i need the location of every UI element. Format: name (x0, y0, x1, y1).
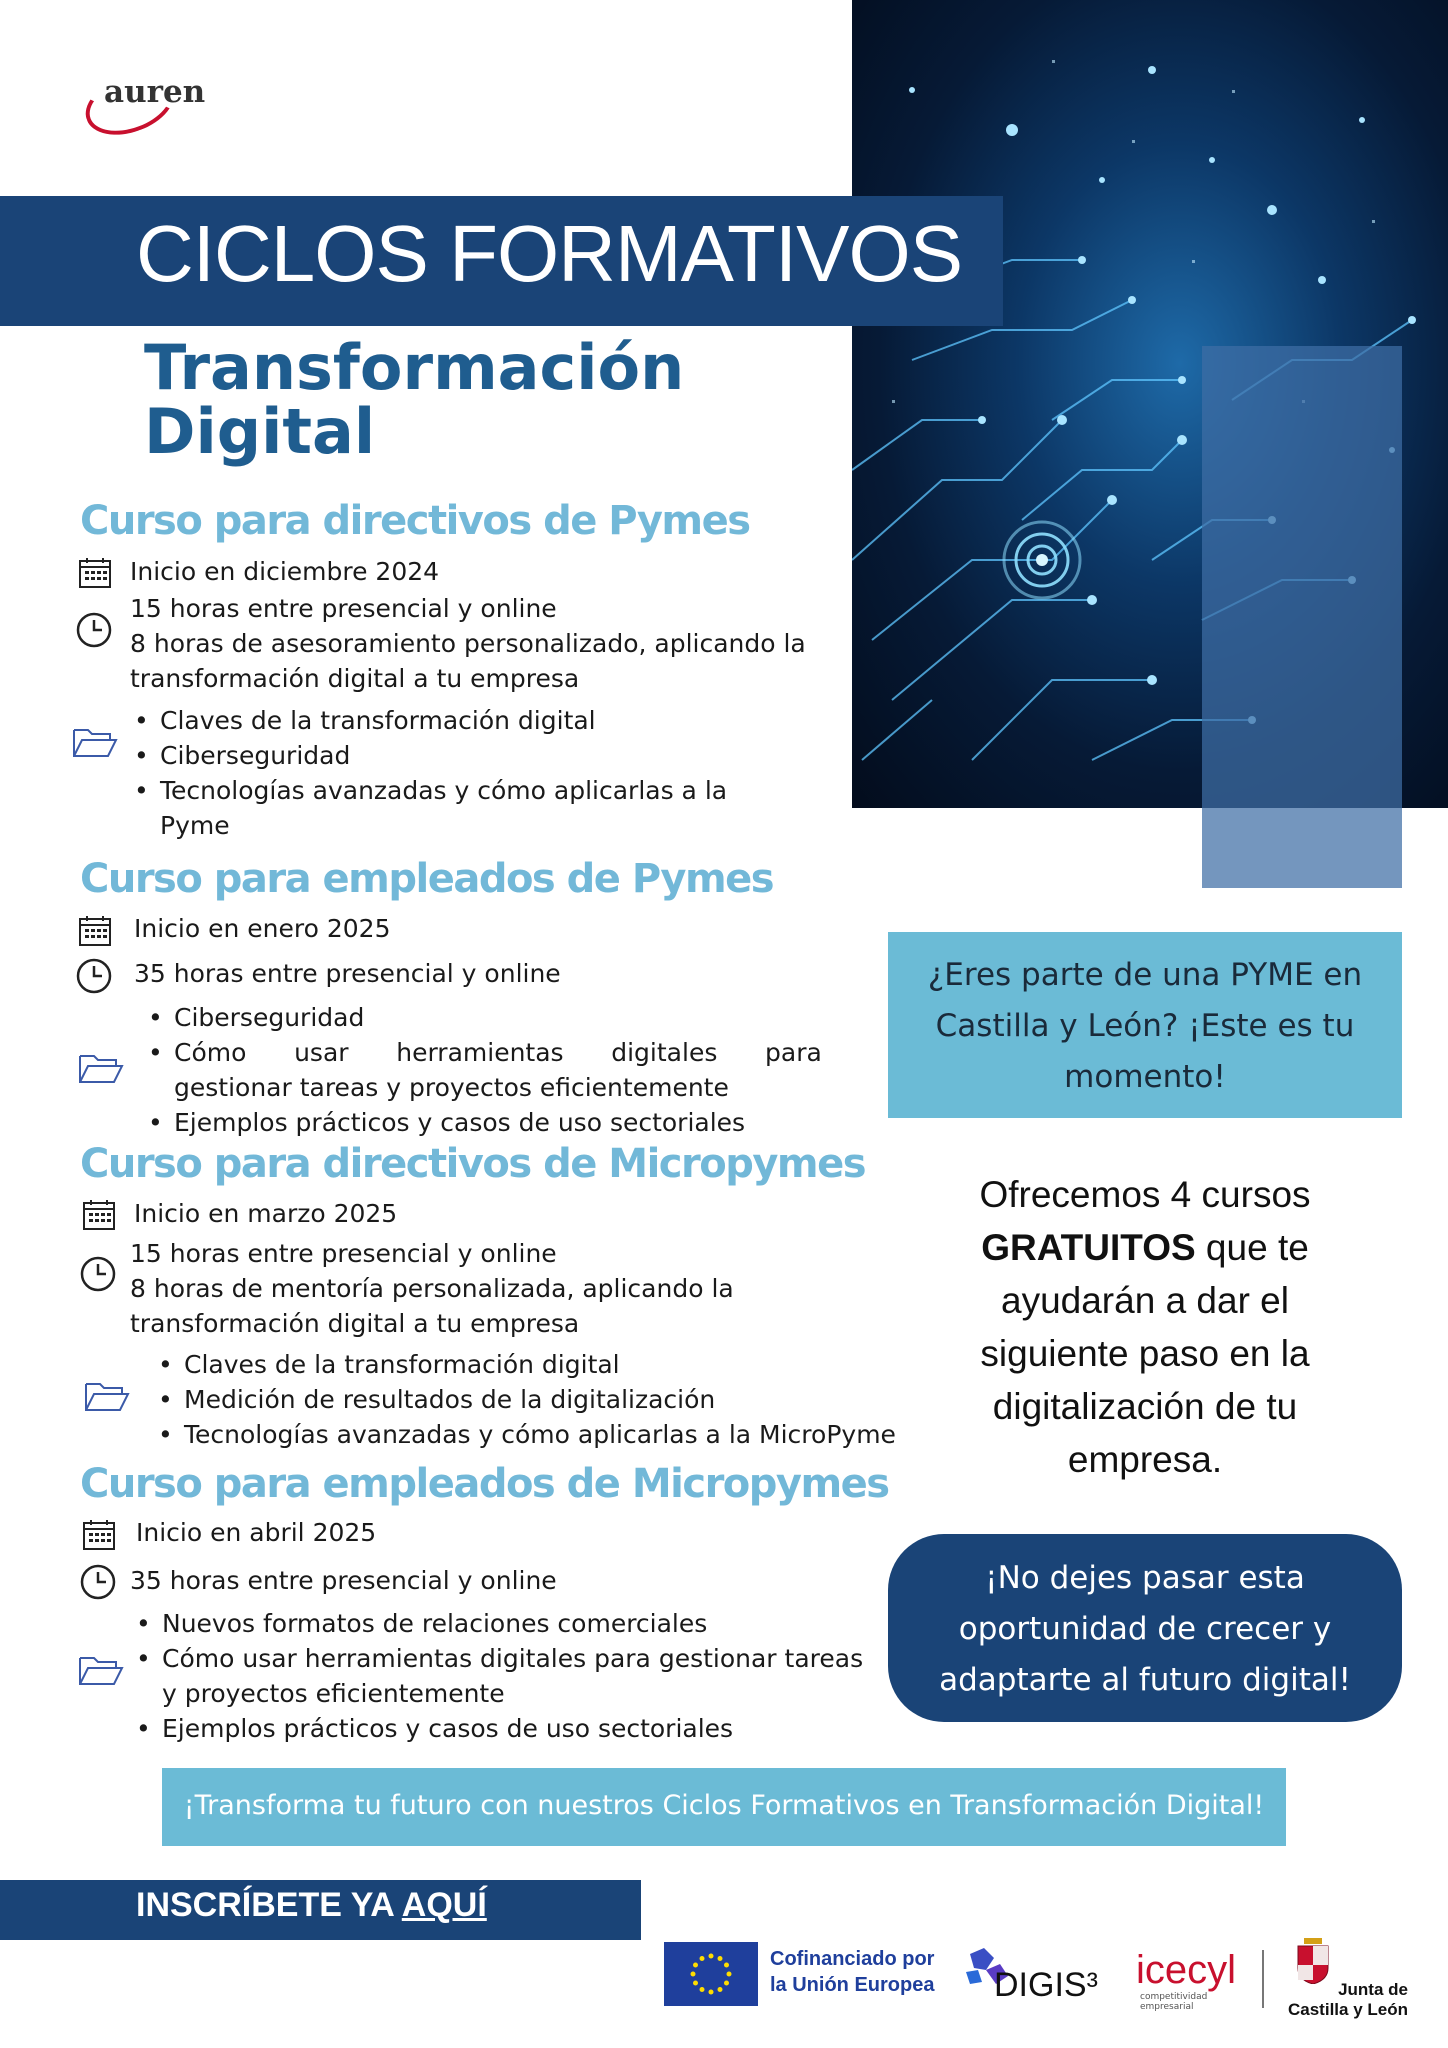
eu-flag-icon (664, 1942, 758, 2006)
calendar-icon (82, 1518, 116, 1552)
calendar-icon (78, 914, 112, 948)
page-subtitle (144, 331, 685, 468)
course-3-hours-3: transformación digital a tu empresa (130, 1309, 580, 1338)
eu-line: Cofinanciado por (770, 1948, 935, 1970)
offer-text (888, 1168, 1402, 1486)
offer-line: empresa. (1067, 1439, 1223, 1480)
junta-castilla-leon-text (1288, 1980, 1408, 2020)
course-2-topic-cont: gestionar tareas y proyectos eficientemente (174, 1073, 729, 1102)
jcl-line: Junta de (1338, 1980, 1408, 1999)
course-3-title: Curso para directivos de Micropymes (80, 1141, 866, 1187)
course-1-topic: • Tecnologías avanzadas y cómo aplicarlas a la (160, 776, 727, 805)
icecyl-logo-text: icecyl (1136, 1948, 1237, 1992)
course-4-topic: • Cómo usar herramientas digitales para gestionar tareas (162, 1644, 863, 1673)
digis-logo-text: DIGIS³ (994, 1966, 1098, 2004)
course-4-hours: 35 horas entre presencial y online (130, 1566, 557, 1595)
subtitle-line-1: Transformación (144, 331, 685, 404)
clock-icon (80, 1564, 116, 1600)
icecyl-subtitle (1140, 1992, 1207, 2012)
offer-line-bold (888, 1221, 1402, 1274)
eu-cofunded-text (770, 1946, 934, 1998)
course-1-hours-2: 8 horas de asesoramiento personalizado, aplicando la (130, 629, 806, 658)
course-1-hours-3: transformación digital a tu empresa (130, 664, 580, 693)
eu-line: la Unión Europea (770, 1974, 935, 1996)
page-title: CICLOS FORMATIVOS (136, 209, 963, 298)
folder-icon (84, 1378, 130, 1414)
auren-logo (84, 70, 224, 130)
course-4-start: Inicio en abril 2025 (136, 1518, 377, 1547)
course-2-title: Curso para empleados de Pymes (80, 856, 774, 902)
bottom-banner-text: ¡Transforma tu futuro con nuestros Ciclos Formativos en Transformación Digital! (183, 1790, 1265, 1821)
course-1-topic-cont: Pyme (160, 811, 230, 840)
offer-line: digitalización de tu (992, 1386, 1298, 1427)
cta-text (888, 1553, 1402, 1706)
course-2-start: Inicio en enero 2025 (134, 914, 391, 943)
icecyl-sub-line: competitividad (1140, 1992, 1208, 2002)
course-3-start: Inicio en marzo 2025 (134, 1199, 398, 1228)
subtitle-line-2: Digital (144, 395, 376, 468)
enroll-text (136, 1886, 487, 1925)
cta-line: ¡No dejes pasar esta (985, 1560, 1305, 1596)
hero-overlay-box (1202, 346, 1402, 888)
enroll-label: INSCRÍBETE YA (136, 1886, 402, 1924)
course-2-topic: • Cómo usar herramientas digitales para (174, 1038, 822, 1067)
footer-divider (1262, 1950, 1264, 2008)
offer-free-label: GRATUITOS (981, 1227, 1196, 1268)
folder-icon (72, 724, 118, 760)
course-4-topic-cont: y proyectos eficientemente (162, 1679, 505, 1708)
logo-text: auren (104, 74, 206, 110)
course-4-topic: • Nuevos formatos de relaciones comerciales (162, 1609, 707, 1638)
icecyl-sub-line: empresarial (1140, 2002, 1194, 2012)
course-1-title: Curso para directivos de Pymes (80, 498, 750, 544)
calendar-icon (82, 1198, 116, 1232)
course-3-topic: • Claves de la transformación digital (184, 1350, 620, 1379)
course-3-topic: • Tecnologías avanzadas y cómo aplicarlas a la MicroPyme (184, 1420, 896, 1449)
offer-line-tail: que te (1195, 1227, 1309, 1268)
course-4-title: Curso para empleados de Micropymes (80, 1461, 889, 1507)
course-1-topic: • Ciberseguridad (160, 741, 350, 770)
course-3-hours-2: 8 horas de mentoría personalizada, aplicando la (130, 1274, 734, 1303)
folder-icon (78, 1050, 124, 1086)
course-1-topic: • Claves de la transformación digital (160, 706, 596, 735)
course-4-topic: • Ejemplos prácticos y casos de uso sectoriales (162, 1714, 733, 1743)
cta-line: adaptarte al futuro digital! (939, 1662, 1351, 1698)
course-3-hours-1: 15 horas entre presencial y online (130, 1239, 557, 1268)
pyme-question-text (888, 950, 1402, 1103)
course-2-hours: 35 horas entre presencial y online (134, 959, 561, 988)
icecyl-logo (1136, 1950, 1236, 1990)
offer-line: ayudarán a dar el (1001, 1280, 1289, 1321)
pyme-question-line: momento! (1064, 1059, 1226, 1095)
course-1-start: Inicio en diciembre 2024 (130, 557, 440, 586)
enroll-link[interactable]: AQUÍ (401, 1886, 487, 1924)
folder-icon (78, 1652, 124, 1688)
course-3-topic: • Medición de resultados de la digitalización (184, 1385, 715, 1414)
pyme-question-line: ¿Eres parte de una PYME en (927, 957, 1363, 993)
offer-line: siguiente paso en la (980, 1333, 1310, 1374)
jcl-line: Castilla y León (1288, 2000, 1408, 2019)
cta-line: oportunidad de crecer y (958, 1611, 1332, 1647)
clock-icon (76, 612, 112, 648)
clock-icon (76, 958, 112, 994)
course-2-topic: • Ciberseguridad (174, 1003, 364, 1032)
course-1-hours-1: 15 horas entre presencial y online (130, 594, 557, 623)
clock-icon (80, 1256, 116, 1292)
offer-line: Ofrecemos 4 cursos (979, 1174, 1311, 1215)
course-2-topic: • Ejemplos prácticos y casos de uso sectoriales (174, 1108, 745, 1137)
pyme-question-line: Castilla y León? ¡Este es tu (935, 1008, 1355, 1044)
castilla-leon-shield-icon (1296, 1938, 1330, 1984)
calendar-icon (78, 556, 112, 590)
